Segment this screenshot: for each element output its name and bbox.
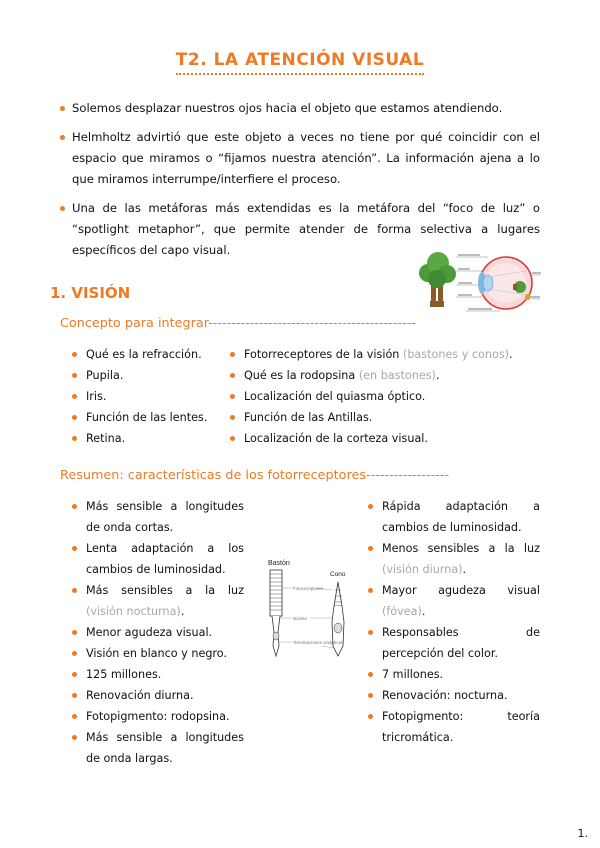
list-item: Más sensible a longitudes de onda cortas. — [86, 496, 244, 538]
list-item: Solemos desplazar nuestros ojos hacia el objeto que estamos atendiendo. — [72, 98, 540, 119]
list-item: Función de las Antillas. — [244, 407, 513, 428]
rod-cone-diagram — [266, 556, 362, 662]
bullet-icon — [72, 504, 77, 509]
list-item: Localización de la corteza visual. — [244, 428, 513, 449]
list-item: Más sensibles a la luz (visión nocturna). — [86, 580, 244, 622]
list-item: Función de las lentes. — [86, 407, 207, 428]
bullet-icon — [60, 135, 65, 140]
bullet-icon — [72, 735, 77, 740]
bullet-icon — [60, 206, 65, 211]
concept-list-left — [86, 344, 207, 449]
list-item: Qué es la rodopsina (en bastones). — [244, 365, 513, 386]
part-label: Fotoreceptores — [293, 586, 324, 591]
list-item: 7 millones. — [382, 664, 540, 685]
list-item: Fotopigmento: rodopsina. — [86, 706, 244, 727]
cone-label: Cono — [330, 571, 346, 578]
list-item: Qué es la refracción. — [86, 344, 207, 365]
bullet-icon — [60, 106, 65, 111]
summary-heading: Resumen: características de los fotorreceptores------------------ — [60, 468, 450, 483]
bullet-icon — [368, 588, 373, 593]
bullet-icon — [72, 672, 77, 677]
bullet-icon — [72, 693, 77, 698]
list-item: Lenta adaptación a los cambios de luminosidad. — [86, 538, 244, 580]
intro-list — [72, 98, 540, 269]
list-item: 125 millones. — [86, 664, 244, 685]
list-item: Fotorreceptores de la visión (bastones y conos). — [244, 344, 513, 365]
list-item: Visión en blanco y negro. — [86, 643, 244, 664]
bullet-icon — [72, 373, 77, 378]
list-item: Pupila. — [86, 365, 207, 386]
concept-list-right — [244, 344, 513, 449]
list-item: Una de las metáforas más extendidas es la metáfora del “foco de luz” o “spotlight metaphor”, que permite atender de forma selectiva a lugares específicos del capo visual. — [72, 198, 540, 261]
bullet-icon — [368, 504, 373, 509]
bullet-icon — [72, 630, 77, 635]
bullet-icon — [230, 394, 235, 399]
list-item: Menos sensibles a la luz (visión diurna). — [382, 538, 540, 580]
bullet-icon — [72, 415, 77, 420]
bullet-icon — [230, 436, 235, 441]
bullet-icon — [368, 693, 373, 698]
page-number: 1. — [577, 827, 588, 840]
page-title: T2. LA ATENCIÓN VISUAL — [0, 50, 600, 75]
list-item: Renovación diurna. — [86, 685, 244, 706]
bullet-icon — [368, 714, 373, 719]
cones-summary-list — [382, 496, 540, 748]
bullet-icon — [230, 352, 235, 357]
rod-label: Bastón — [268, 560, 290, 567]
bullet-icon — [72, 436, 77, 441]
list-item: Retina. — [86, 428, 207, 449]
bullet-icon — [72, 352, 77, 357]
section-heading-vision: 1. VISIÓN — [50, 284, 131, 302]
eye-diagram — [416, 249, 542, 317]
bullet-icon — [368, 546, 373, 551]
list-item: Fotopigmento: teoría tricromática. — [382, 706, 540, 748]
list-item: Renovación: nocturna. — [382, 685, 540, 706]
bullet-icon — [230, 415, 235, 420]
bullet-icon — [72, 588, 77, 593]
list-item: Helmholtz advirtió que este objeto a veces no tiene por qué coincidir con el espacio que miramos o “fijamos nuestra atención”. La información ajena a lo que miramos interrumpe/interfiere el proceso. — [72, 127, 540, 190]
bullet-icon — [72, 546, 77, 551]
bullet-icon — [72, 714, 77, 719]
bullet-icon — [72, 394, 77, 399]
list-item: Más sensible a longitudes de onda largas. — [86, 727, 244, 769]
part-label: Terminaciones sinápticas — [293, 640, 344, 645]
list-item: Localización del quiasma óptico. — [244, 386, 513, 407]
bullet-icon — [368, 672, 373, 677]
list-item: Rápida adaptación a cambios de luminosidad. — [382, 496, 540, 538]
part-label: Núcleo — [293, 616, 308, 621]
bullet-icon — [368, 630, 373, 635]
bullet-icon — [72, 651, 77, 656]
rods-summary-list — [86, 496, 244, 769]
list-item: Iris. — [86, 386, 207, 407]
list-item: Responsables de percepción del color. — [382, 622, 540, 664]
concept-heading: Concepto para integrar--------------------------------------------- — [60, 316, 416, 331]
bullet-icon — [230, 373, 235, 378]
list-item: Mayor agudeza visual (fóvea). — [382, 580, 540, 622]
list-item: Menor agudeza visual. — [86, 622, 244, 643]
